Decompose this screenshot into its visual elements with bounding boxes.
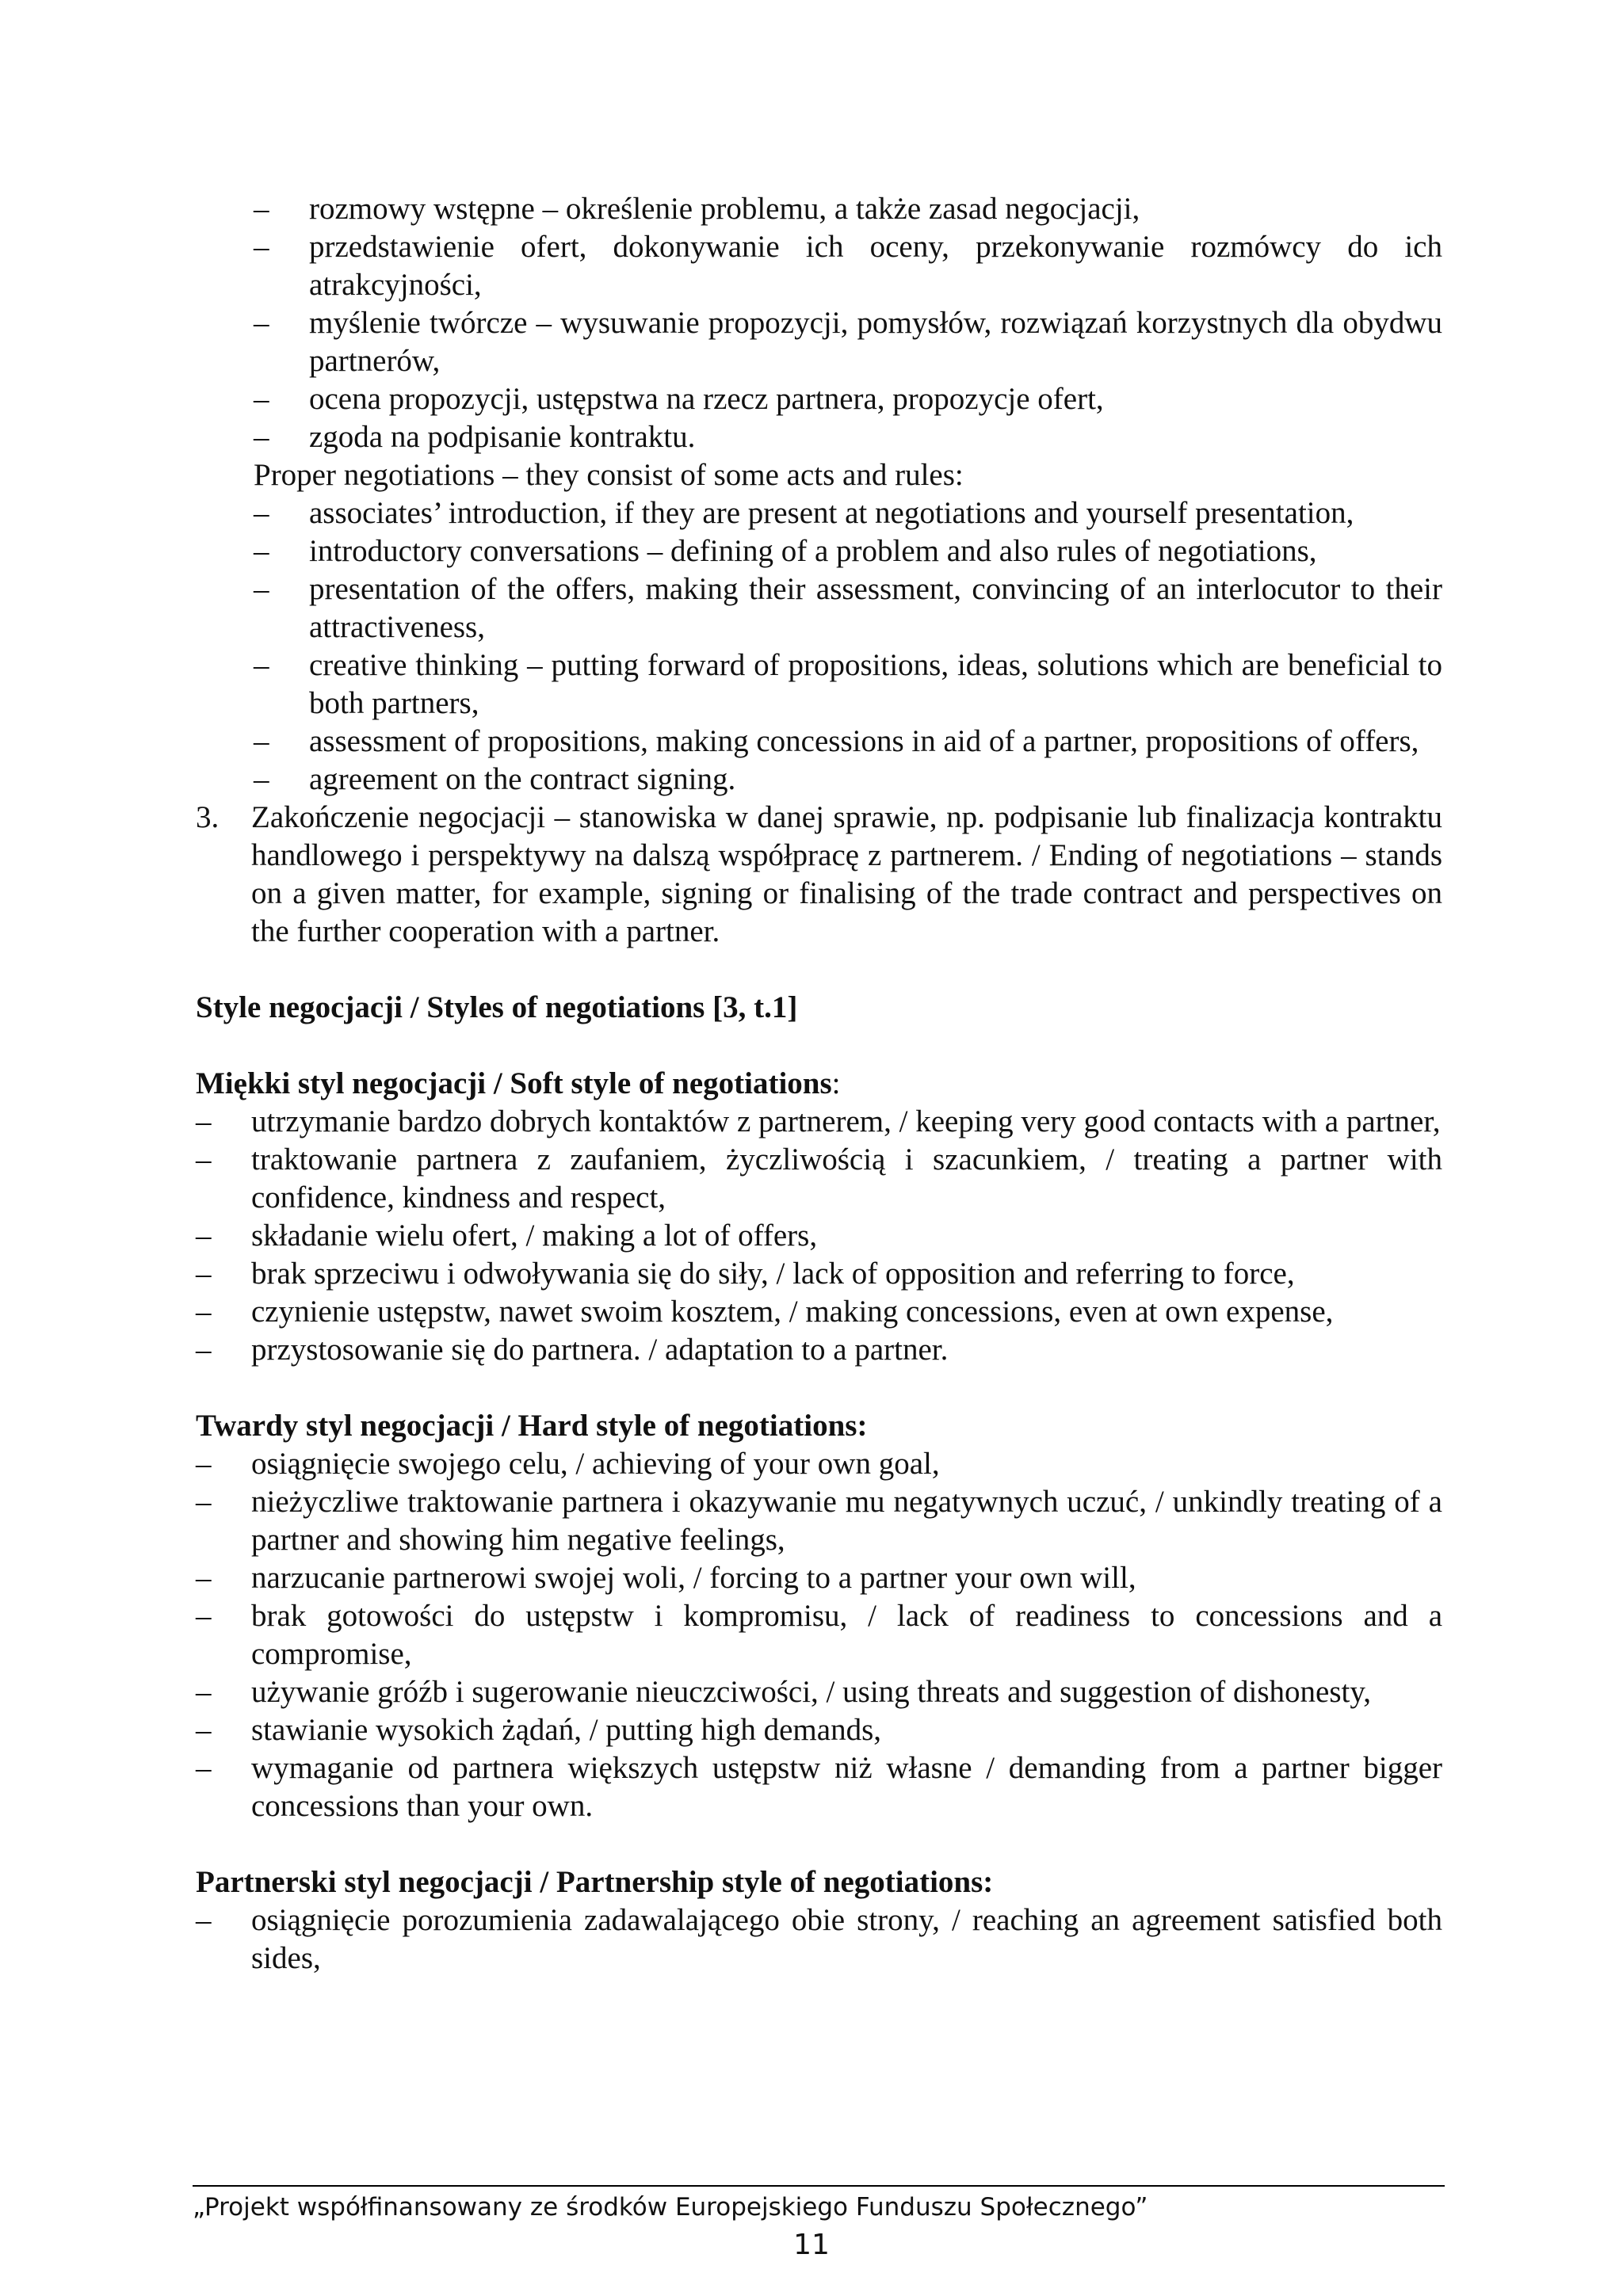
- list-item: [254, 228, 1442, 304]
- list-item-text: narzucanie partnerowi swojej woli, / forcing to a partner your own will,: [251, 1561, 1136, 1595]
- list-item-text: używanie gróźb i sugerowanie nieuczciwości, / using threats and suggestion of dishonesty,: [251, 1675, 1372, 1709]
- list-item-text: brak sprzeciwu i odwoływania się do siły, / lack of opposition and referring to force,: [251, 1257, 1295, 1291]
- list-item: [196, 1901, 1442, 1978]
- list-item-text: przystosowanie się do partnera. / adaptation to a partner.: [251, 1333, 949, 1367]
- list-item-text: stawianie wysokich żądań, / putting high demands,: [251, 1713, 882, 1747]
- hard-style-list: [196, 1445, 1442, 1825]
- list-item-text: składanie wielu ofert, / making a lot of offers,: [251, 1219, 818, 1253]
- proper-negotiations-intro: Proper negotiations – they consist of some acts and rules:: [254, 458, 964, 492]
- list-item: [254, 304, 1442, 380]
- point-text: Zakończenie negocjacji – stanowiska w danej sprawie, np. podpisanie lub finalizacja kontraktu handlowego i perspektywy na dalszą współpracę z partnerem. / Ending of negotiations – stands on a given matter, for example, signing or finalising of the trade contract and perspectives on the further cooperation with a partner.: [251, 800, 1442, 948]
- list-item-text: introductory conversations – defining of a problem and also rules of negotiations,: [309, 534, 1317, 568]
- dash-bullet: –: [254, 306, 269, 340]
- list-item-text: associates’ introduction, if they are present at negotiations and yourself presentation,: [309, 496, 1354, 530]
- list-item-text: agreement on the contract signing.: [309, 762, 736, 796]
- dash-bullet: –: [196, 1219, 212, 1253]
- soft-style-heading: [196, 1065, 1442, 1103]
- dash-bullet: –: [254, 762, 269, 796]
- list-item-text: zgoda na podpisanie kontraktu.: [309, 420, 696, 454]
- dash-bullet: –: [196, 1257, 212, 1291]
- soft-style-heading-suffix: :: [831, 1066, 841, 1100]
- list-item-text: wymaganie od partnera większych ustępstw niż własne / demanding from a partner bigger concessions than your own.: [251, 1751, 1442, 1823]
- list-item: [196, 1673, 1442, 1711]
- list-item: [254, 190, 1442, 228]
- page-number: 11: [793, 2229, 830, 2261]
- soft-style-list: [196, 1103, 1442, 1369]
- list-item: [254, 380, 1442, 418]
- list-item: [196, 1103, 1442, 1141]
- list-item-text: osiągnięcie swojego celu, / achieving of your own goal,: [251, 1447, 940, 1481]
- numbered-point-3: [196, 799, 1442, 951]
- point-number: 3.: [196, 800, 220, 834]
- dash-bullet: –: [254, 382, 269, 416]
- dash-bullet: –: [254, 192, 269, 226]
- dash-bullet: –: [196, 1295, 212, 1329]
- spacer: [196, 951, 1442, 989]
- list-item: [254, 761, 1442, 799]
- soft-style-heading-text: Miękki styl negocjacji / Soft style of negotiations: [196, 1066, 832, 1100]
- hard-style-heading: Twardy styl negocjacji / Hard style of negotiations:: [196, 1409, 868, 1443]
- list-item-text: ocena propozycji, ustępstwa na rzecz partnera, propozycje ofert,: [309, 382, 1104, 416]
- list-item: [196, 1445, 1442, 1483]
- list-item: [254, 494, 1442, 532]
- list-item: [196, 1749, 1442, 1825]
- dash-bullet: –: [196, 1104, 212, 1138]
- dash-bullet: –: [196, 1675, 212, 1709]
- page-content: [196, 190, 1442, 1978]
- list-item: [254, 570, 1442, 646]
- list-item-text: brak gotowości do ustępstw i kompromisu, / lack of readiness to concessions and a compromise,: [251, 1599, 1442, 1671]
- list-item: [196, 1217, 1442, 1255]
- footer-text: „Projekt współfinansowany ze środków Europejskiego Funduszu Społecznego”: [193, 2193, 1148, 2222]
- list-item-text: assessment of propositions, making concessions in aid of a partner, propositions of offers,: [309, 724, 1419, 758]
- dash-bullet: –: [196, 1333, 212, 1367]
- list-item: [196, 1711, 1442, 1749]
- page-footer: [193, 2185, 1445, 2223]
- dash-bullet: –: [254, 534, 269, 568]
- list-item: [254, 723, 1442, 761]
- dash-bullet: –: [254, 572, 269, 606]
- dash-bullet: –: [196, 1447, 212, 1481]
- dash-bullet: –: [196, 1561, 212, 1595]
- list-item-text: traktowanie partnera z zaufaniem, życzliwością i szacunkiem, / treating a partner with confidence, kindness and respect,: [251, 1142, 1442, 1215]
- spacer: [196, 1027, 1442, 1065]
- dash-bullet: –: [196, 1485, 212, 1519]
- dash-bullet: –: [196, 1142, 212, 1177]
- list-item-text: presentation of the offers, making their assessment, convincing of an interlocutor to their attractiveness,: [309, 572, 1442, 644]
- dash-bullet: –: [196, 1599, 212, 1633]
- list-item-text: nieżyczliwe traktowanie partnera i okazywanie mu negatywnych uczuć, / unkindly treating of a partner and showing him negative feelings,: [251, 1485, 1442, 1557]
- dash-bullet: –: [254, 724, 269, 758]
- list-item-text: czynienie ustępstw, nawet swoim kosztem, / making concessions, even at own expense,: [251, 1295, 1334, 1329]
- dash-bullet: –: [196, 1903, 212, 1937]
- spacer: [196, 1825, 1442, 1863]
- list-item: [196, 1559, 1442, 1597]
- dash-bullet: –: [254, 648, 269, 682]
- list-item: [196, 1293, 1442, 1331]
- list-item-text: creative thinking – putting forward of propositions, ideas, solutions which are beneficial to both partners,: [309, 648, 1442, 720]
- list-item: [254, 532, 1442, 570]
- dash-bullet: –: [254, 420, 269, 454]
- list-item: [254, 646, 1442, 723]
- list-item: [196, 1255, 1442, 1293]
- dash-bullet: –: [196, 1751, 212, 1785]
- dash-bullet: –: [254, 230, 269, 264]
- list-item: [196, 1483, 1442, 1559]
- dash-bullet: –: [254, 496, 269, 530]
- list-item-text: przedstawienie ofert, dokonywanie ich oceny, przekonywanie rozmówcy do ich atrakcyjności,: [309, 230, 1442, 302]
- styles-heading: Style negocjacji / Styles of negotiations [3, t.1]: [196, 990, 798, 1024]
- spacer: [196, 1369, 1442, 1407]
- list-item-text: rozmowy wstępne – określenie problemu, a także zasad negocjacji,: [309, 192, 1140, 226]
- list-item: [254, 418, 1442, 456]
- list-item: [196, 1331, 1442, 1369]
- list-item: [196, 1141, 1442, 1217]
- dash-bullet: –: [196, 1713, 212, 1747]
- partnership-style-heading: Partnerski styl negocjacji / Partnership style of negotiations:: [196, 1865, 994, 1899]
- list-item-text: myślenie twórcze – wysuwanie propozycji, pomysłów, rozwiązań korzystnych dla obydwu partnerów,: [309, 306, 1442, 378]
- introductory-talks-list: [254, 190, 1442, 456]
- list-item-text: osiągnięcie porozumienia zadawalającego obie strony, / reaching an agreement satisfied both sides,: [251, 1903, 1442, 1975]
- list-item: [196, 1597, 1442, 1673]
- partnership-style-list: [196, 1901, 1442, 1978]
- list-item-text: utrzymanie bardzo dobrych kontaktów z partnerem, / keeping very good contacts with a partner,: [251, 1104, 1441, 1138]
- proper-negotiations-list: [254, 494, 1442, 799]
